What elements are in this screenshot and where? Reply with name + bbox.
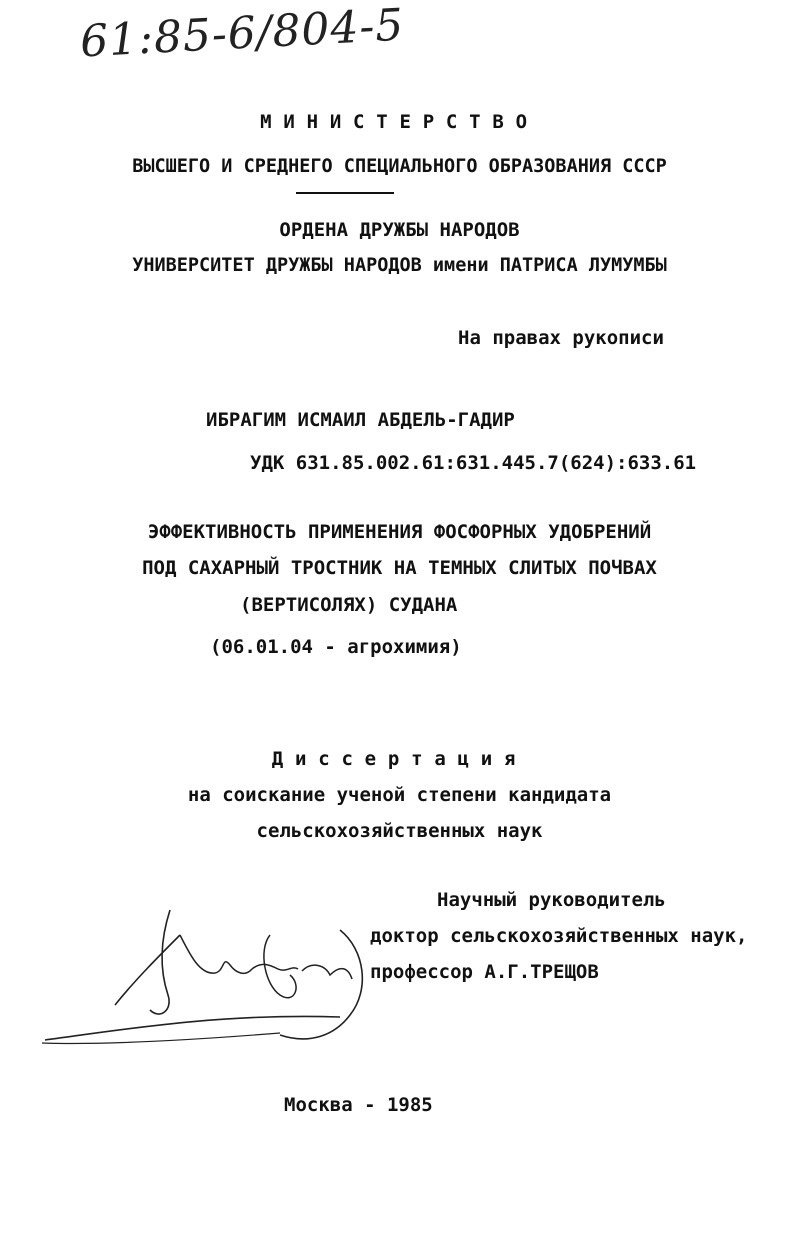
- supervisor-degree: доктор сельскохозяйственных наук,: [370, 925, 748, 947]
- specialty-code: (06.01.04 - агрохимия): [210, 636, 462, 658]
- document-type-heading: Диссертация: [271, 748, 528, 770]
- author-signature: [40, 895, 380, 1065]
- divider-rule: [296, 192, 394, 194]
- order-line: ОРДЕНА ДРУЖБЫ НАРОДОВ: [279, 219, 520, 241]
- supervisor-label: Научный руководитель: [437, 889, 666, 911]
- ministry-subheading: ВЫСШЕГО И СРЕДНЕГО СПЕЦИАЛЬНОГО ОБРАЗОВАНИЯ СССР: [132, 156, 667, 177]
- handwritten-archive-code: 61:85-6/804-5: [78, 0, 406, 68]
- manuscript-note: На правах рукописи: [458, 327, 664, 349]
- ministry-heading: МИНИСТЕРСТВО: [260, 111, 539, 133]
- author-name: ИБРАГИМ ИСМАИЛ АБДЕЛЬ-ГАДИР: [206, 409, 515, 431]
- title-line-2: ПОД САХАРНЫЙ ТРОСТНИК НА ТЕМНЫХ СЛИТЫХ ПОЧВАХ: [142, 557, 657, 579]
- title-line-1: ЭФФЕКТИВНОСТЬ ПРИМЕНЕНИЯ ФОСФОРНЫХ УДОБРЕНИЙ: [147, 521, 652, 543]
- city-year: Москва - 1985: [284, 1094, 433, 1116]
- udc-code: УДК 631.85.002.61:631.445.7(624):633.61: [250, 452, 697, 474]
- degree-line-1: на соискание ученой степени кандидата: [187, 784, 612, 806]
- degree-line-2: сельскохозяйственных наук: [256, 820, 543, 842]
- title-line-3: (ВЕРТИСОЛЯХ) СУДАНА: [240, 594, 458, 616]
- university-name: УНИВЕРСИТЕТ ДРУЖБЫ НАРОДОВ имени ПАТРИСА ЛУМУМБЫ: [132, 255, 667, 276]
- supervisor-name: профессор А.Г.ТРЕЩОВ: [370, 961, 599, 983]
